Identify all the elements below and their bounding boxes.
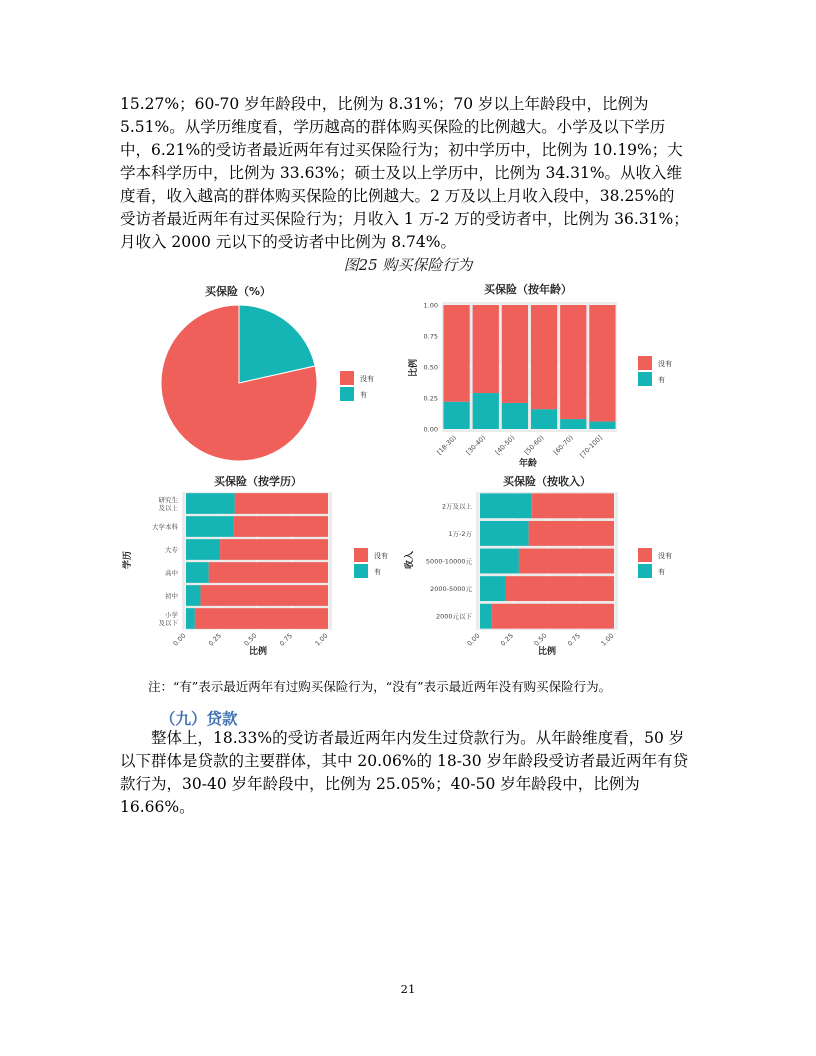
income-chart-ylabel: 收入 <box>405 550 415 570</box>
bar-yes <box>186 585 200 606</box>
age-chart-ylabel: 比例 <box>409 358 419 378</box>
education-bar-chart <box>112 472 402 662</box>
bar-no <box>200 585 328 606</box>
legend-swatch-no <box>354 548 368 562</box>
y-tick-label: 2000元以下 <box>435 612 472 621</box>
bar-no <box>473 305 499 393</box>
x-tick-label: [60-70) <box>552 433 575 457</box>
x-tick-label: 0.25 <box>499 631 515 648</box>
bar-no <box>492 604 614 629</box>
bar-no <box>505 576 614 601</box>
bar-no <box>529 521 614 546</box>
text-line: 以下群体是贷款的主要群体，其中 20.06%的 18-30 岁年龄段受访者最近两年有贷 <box>120 752 689 770</box>
legend-swatch-yes <box>340 387 354 401</box>
y-tick-label: 5000-10000元 <box>425 557 472 566</box>
y-tick-label: 0.50 <box>423 363 438 372</box>
bar-yes <box>480 493 531 518</box>
legend-swatch-no <box>340 371 354 385</box>
figure-caption: 图25 购买保险行为 <box>343 256 473 274</box>
legend-label-no: 没有 <box>658 552 672 560</box>
legend-label-no: 没有 <box>360 375 374 383</box>
legend-swatch-yes <box>638 564 652 578</box>
bar-yes <box>186 539 220 560</box>
pie-chart <box>150 278 390 463</box>
y-tick-label: 2万及以上 <box>441 502 472 511</box>
bar-no <box>531 493 614 518</box>
age-chart-title: 买保险（按年龄） <box>484 283 572 296</box>
section-heading: （九）贷款 <box>160 710 238 728</box>
x-tick-label: 0.00 <box>465 631 482 648</box>
income-chart-title: 买保险（按收入） <box>503 475 591 488</box>
text-line: 学本科学历中，比例为 33.63%；硕士及以上学历中，比例为 34.31%。从收入维 <box>120 164 683 182</box>
education-chart-xlabel: 比例 <box>248 647 268 657</box>
bar-yes <box>186 562 209 583</box>
legend-label-no: 没有 <box>374 552 388 560</box>
bar-yes <box>186 493 235 514</box>
age-chart-xlabel: 年龄 <box>518 459 538 469</box>
text-line: 16.66%。 <box>120 798 195 816</box>
bar-no <box>220 539 328 560</box>
bar-yes <box>473 393 499 429</box>
y-tick-label: 2000-5000元 <box>430 585 472 594</box>
legend-swatch-yes <box>638 372 652 386</box>
education-chart-ylabel: 学历 <box>123 550 133 570</box>
income-bar-chart <box>402 472 692 662</box>
text-line: 度看，收入越高的群体购买保险的比例越大。2 万及以上月收入段中，38.25%的 <box>120 187 675 205</box>
y-tick-label: 0.25 <box>423 394 438 403</box>
text-line: 5.51%。从学历维度看，学历越高的群体购买保险的比例越大。小学及以下学历 <box>120 118 666 136</box>
intro-paragraph <box>120 93 698 254</box>
x-tick-label: [50-60) <box>522 433 546 457</box>
x-tick-label: 0.50 <box>242 631 259 648</box>
x-tick-label: 0.00 <box>171 631 188 648</box>
legend-label-yes: 有 <box>374 568 381 576</box>
legend-label-yes: 有 <box>658 376 665 384</box>
bar-no <box>209 562 328 583</box>
text-line: 受访者最近两年有过买保险行为；月收入 1 万-2 万的受访者中，比例为 36.31%； <box>120 210 689 228</box>
education-chart-title: 买保险（按学历） <box>214 475 302 488</box>
bar-no <box>234 516 328 537</box>
x-tick-label: 0.75 <box>278 631 294 648</box>
bar-yes <box>589 422 615 429</box>
y-tick-label: 0.75 <box>423 332 438 341</box>
x-tick-label: [18-30) <box>435 433 458 457</box>
bar-no <box>531 305 557 409</box>
text-line: 款行为，30-40 岁年龄段中，比例为 25.05%；40-50 岁年龄段中，比例为 <box>120 775 640 793</box>
text-line: 15.27%；60-70 岁年龄段中，比例为 8.31%；70 岁以上年龄段中，比例为 <box>120 95 649 113</box>
bar-no <box>195 608 328 629</box>
bar-no <box>589 305 615 422</box>
y-tick-label: 1万-2万 <box>448 529 472 538</box>
bar-no <box>519 549 614 574</box>
pie-chart-title: 买保险（%） <box>204 285 272 298</box>
legend-label-no: 没有 <box>658 360 672 368</box>
page-number: 21 <box>400 982 416 996</box>
bar-no <box>502 305 528 403</box>
text-line: 月收入 2000 元以下的受访者中比例为 8.74%。 <box>120 233 456 251</box>
bar-no <box>560 305 586 419</box>
bar-yes <box>480 521 529 546</box>
bar-no <box>235 493 328 514</box>
y-tick-label: 大学本科 <box>152 523 178 531</box>
y-tick-label: 0.00 <box>423 425 438 434</box>
x-tick-label: 0.75 <box>566 631 582 648</box>
legend-swatch-no <box>638 356 652 370</box>
y-tick-label: 1.00 <box>423 301 438 310</box>
x-tick-label: [40-50) <box>493 433 517 457</box>
y-tick-label: 小学及以下 <box>158 611 178 627</box>
text-line: 中，6.21%的受访者最近两年有过买保险行为；初中学历中，比例为 10.19%；大 <box>120 141 683 159</box>
figure-note: 注：“有”表示最近两年有过购买保险行为，“没有”表示最近两年没有购买保险行为。 <box>148 679 612 694</box>
bar-yes <box>502 403 528 429</box>
legend-label-yes: 有 <box>658 568 665 576</box>
legend-swatch-yes <box>354 564 368 578</box>
x-tick-label: [30-40) <box>464 433 488 457</box>
text-line: 整体上，18.33%的受访者最近两年内发生过贷款行为。从年龄维度看，50 岁 <box>120 729 685 747</box>
y-tick-label: 初中 <box>165 592 178 600</box>
income-chart-xlabel: 比例 <box>537 647 557 657</box>
bar-yes <box>531 409 557 429</box>
bar-yes <box>480 576 505 601</box>
x-tick-label: 0.25 <box>207 631 223 648</box>
bar-yes <box>186 516 234 537</box>
x-tick-label: [70-100] <box>578 433 604 460</box>
legend-label-yes: 有 <box>360 391 367 399</box>
x-tick-label: 1.00 <box>313 631 330 648</box>
y-tick-label: 大专 <box>165 546 178 554</box>
x-tick-label: 1.00 <box>599 631 616 648</box>
bar-yes <box>560 419 586 429</box>
y-tick-label: 高中 <box>165 569 178 577</box>
age-bar-chart <box>402 280 692 470</box>
bar-yes <box>186 608 195 629</box>
bar-yes <box>443 402 469 429</box>
y-tick-label: 研究生及以上 <box>158 496 178 512</box>
x-tick-label: 0.50 <box>532 631 549 648</box>
bar-no <box>443 305 469 402</box>
bar-yes <box>480 549 519 574</box>
body-paragraph <box>120 727 698 819</box>
legend-swatch-no <box>638 548 652 562</box>
bar-yes <box>480 604 492 629</box>
